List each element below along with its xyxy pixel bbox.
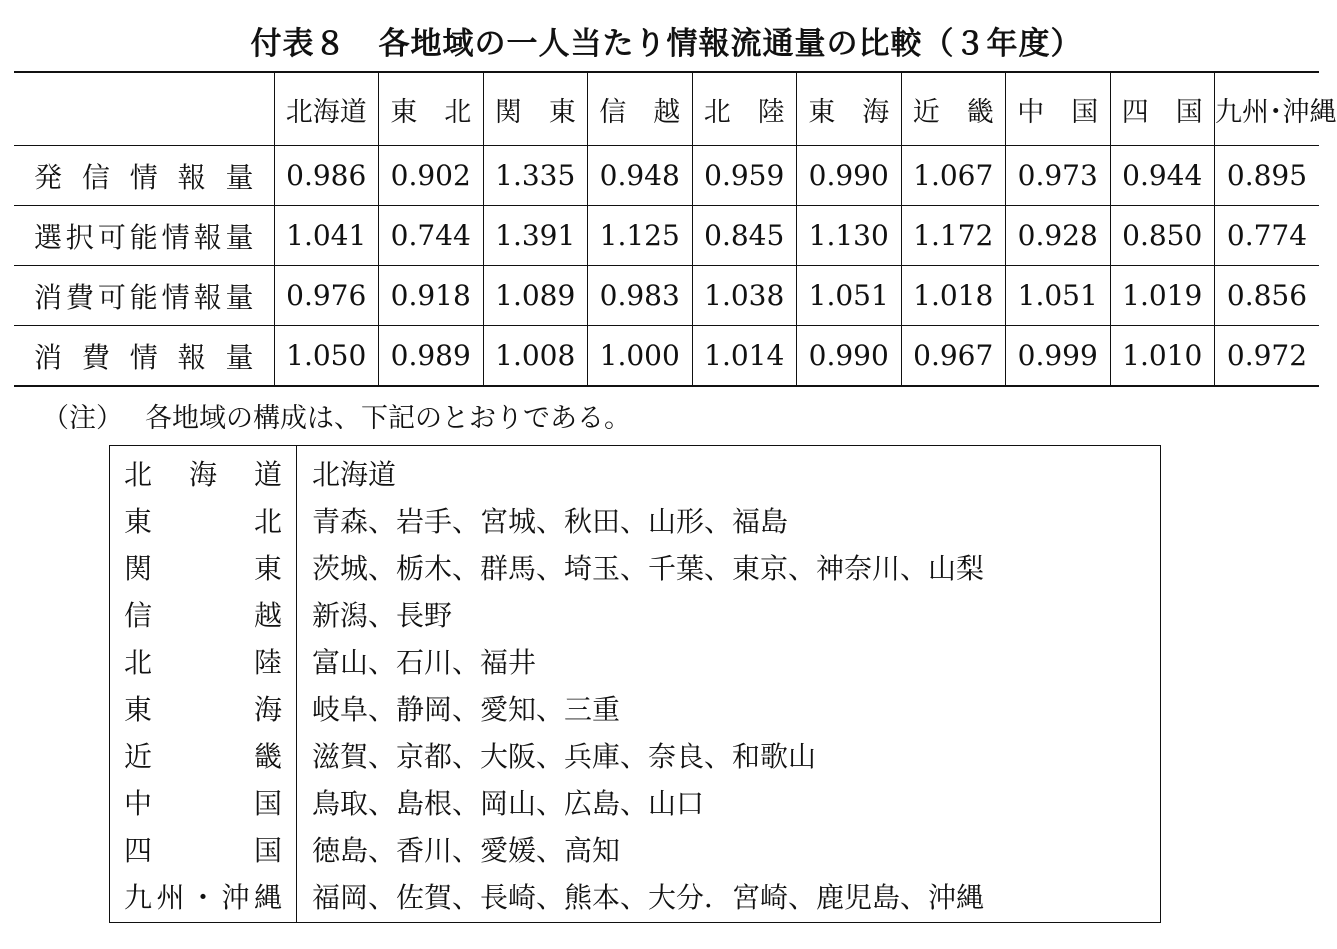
table-cell: 1.391 <box>483 206 588 266</box>
table-cell: 0.944 <box>1110 146 1215 206</box>
table-cell: 0.948 <box>588 146 693 206</box>
table-cell: 1.000 <box>588 326 693 387</box>
column-header: 九州･沖縄 <box>1215 72 1320 146</box>
table-header-row <box>14 72 1319 146</box>
page-title: 付表８ 各地域の一人当たり情報流通量の比較（３年度） <box>250 26 1083 62</box>
column-header: 近 畿 <box>901 72 1006 146</box>
table-row <box>14 146 1319 206</box>
table-note <box>42 396 631 435</box>
table-cell: 0.983 <box>588 266 693 326</box>
table-row <box>14 266 1319 326</box>
region-name: 北海道 <box>124 458 282 491</box>
table-cell: 1.051 <box>1006 266 1111 326</box>
region-prefectures: 福岡、佐賀、長崎、熊本、大分．宮崎、鹿児島、沖縄 <box>312 881 985 914</box>
region-name: 九州・沖縄 <box>124 881 282 914</box>
region-prefectures: 岐阜、静岡、愛知、三重 <box>312 693 621 726</box>
table-cell: 0.744 <box>379 206 484 266</box>
region-prefectures: 滋賀、京都、大阪、兵庫、奈良、和歌山 <box>312 740 817 773</box>
table-cell: 0.999 <box>1006 326 1111 387</box>
table-cell: 0.850 <box>1110 206 1215 266</box>
row-label: 消費情報量 <box>14 326 274 387</box>
table-cell: 0.902 <box>379 146 484 206</box>
region-name: 四国 <box>124 834 282 867</box>
region-prefectures: 鳥取、島根、岡山、広島、山口 <box>312 787 705 820</box>
table-cell: 0.918 <box>379 266 484 326</box>
table-cell: 0.845 <box>692 206 797 266</box>
column-header: 東 海 <box>797 72 902 146</box>
table-cell: 1.089 <box>483 266 588 326</box>
table-corner-cell <box>14 72 274 146</box>
table-cell: 0.959 <box>692 146 797 206</box>
region-name: 東北 <box>124 505 282 538</box>
table-cell: 0.972 <box>1215 326 1320 387</box>
table-cell: 1.010 <box>1110 326 1215 387</box>
table-cell: 1.125 <box>588 206 693 266</box>
region-prefectures: 新潟、長野 <box>312 599 453 632</box>
table-cell: 1.130 <box>797 206 902 266</box>
table-cell: 0.973 <box>1006 146 1111 206</box>
region-name: 関東 <box>124 552 282 585</box>
comparison-table <box>14 71 1337 387</box>
row-label: 選択可能情報量 <box>14 206 274 266</box>
table-cell: 1.041 <box>274 206 379 266</box>
column-header: 東 北 <box>379 72 484 146</box>
column-header: 北 陸 <box>692 72 797 146</box>
table-cell: 1.172 <box>901 206 1006 266</box>
table-cell: 0.967 <box>901 326 1006 387</box>
table-cell: 0.895 <box>1215 146 1320 206</box>
table-cell: 0.856 <box>1215 266 1320 326</box>
note-text: 各地域の構成は、下記のとおりである。 <box>145 403 631 434</box>
table-cell: 0.774 <box>1215 206 1320 266</box>
table-cell: 1.019 <box>1110 266 1215 326</box>
region-prefectures: 茨城、栃木、群馬、埼玉、千葉、東京、神奈川、山梨 <box>312 552 985 585</box>
region-name: 信越 <box>124 599 282 632</box>
legend-divider <box>296 446 297 922</box>
table-cell: 0.989 <box>379 326 484 387</box>
region-prefectures: 富山、石川、福井 <box>312 646 537 679</box>
table-cell: 1.018 <box>901 266 1006 326</box>
row-label: 発信情報量 <box>14 146 274 206</box>
table-cell: 1.051 <box>797 266 902 326</box>
table-cell: 0.990 <box>797 326 902 387</box>
row-label: 消費可能情報量 <box>14 266 274 326</box>
table-row <box>14 206 1319 266</box>
table-cell: 1.050 <box>274 326 379 387</box>
region-prefectures: 北海道 <box>312 458 397 491</box>
table-cell: 1.014 <box>692 326 797 387</box>
region-prefectures: 徳島、香川、愛媛、高知 <box>312 834 621 867</box>
region-composition-box <box>109 445 1161 923</box>
table-cell: 1.067 <box>901 146 1006 206</box>
column-header: 関 東 <box>483 72 588 146</box>
region-name: 東海 <box>124 693 282 726</box>
column-header: 北海道 <box>274 72 379 146</box>
table-row <box>14 326 1319 387</box>
region-name: 中国 <box>124 787 282 820</box>
table-cell: 1.008 <box>483 326 588 387</box>
note-label: （注） <box>42 403 123 434</box>
column-header: 四 国 <box>1110 72 1215 146</box>
table-cell: 0.990 <box>797 146 902 206</box>
column-header: 中 国 <box>1006 72 1111 146</box>
table-cell: 1.038 <box>692 266 797 326</box>
region-name: 北陸 <box>124 646 282 679</box>
region-name: 近畿 <box>124 740 282 773</box>
region-prefectures: 青森、岩手、宮城、秋田、山形、福島 <box>312 505 789 538</box>
table-cell: 0.928 <box>1006 206 1111 266</box>
table-cell: 1.335 <box>483 146 588 206</box>
table-cell: 0.976 <box>274 266 379 326</box>
column-header: 信 越 <box>588 72 693 146</box>
table-cell: 0.986 <box>274 146 379 206</box>
